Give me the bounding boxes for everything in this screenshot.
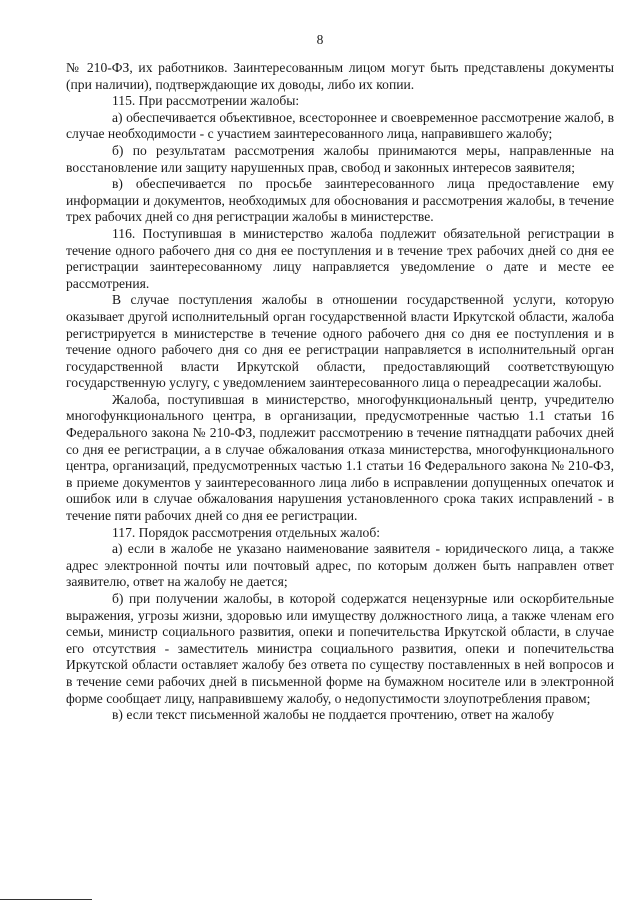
paragraph-117-v: в) если текст письменной жалобы не поддается прочтению, ответ на жалобу <box>112 707 555 723</box>
footer-separator-line <box>0 899 92 900</box>
document-body <box>66 60 614 724</box>
paragraph-116-terms: Жалоба, поступившая в министерство, многофункциональный центр, учредителю многофункционального центра, в организации, предусмотренные частью 1.1 статьи 16 Федерального закона № 210-ФЗ, подлежит рассмотрению в течение пятнадцати рабочих дней со дня ее регистрации, а в случае обжалования отказа министерства, многофункционального центра, организаций, предусмотренных частью 1.1 статьи 16 Федерального закона № 210-ФЗ, в приеме документов у заинтересованного лица либо в исправлении допущенных опечаток и ошибок или в случае обжалования нарушения установленного срока таких исправлений - в течение пяти рабочих дней со дня ее регистрации. <box>66 391 614 524</box>
paragraph-115-b: б) по результатам рассмотрения жалобы принимаются меры, направленные на восстановление или защиту нарушенных прав, свобод и законных интересов заявителя; <box>66 142 614 175</box>
paragraph-116: 116. Поступившая в министерство жалоба подлежит обязательной регистрации в течение одного рабочего дня со дня ее поступления и в течение трех рабочих дней со дня ее регистрации заинтересованному лицу направляется уведомление о дате и месте ее рассмотрения. <box>66 225 614 291</box>
paragraph-115-v: в) обеспечивается по просьбе заинтересованного лица предоставление ему информации и документов, необходимых для обоснования и рассмотрения жалобы, в течение трех рабочих дней со дня регистрации жалобы в министерстве. <box>66 176 614 225</box>
paragraph-117-a: а) если в жалобе не указано наименование заявителя - юридического лица, а также адрес электронной почты или почтовый адрес, по которым должен быть направлен ответ заявителю, ответ на жалобу не дается; <box>66 541 614 590</box>
page-number: 8 <box>316 32 324 47</box>
paragraph-116-redirect: В случае поступления жалобы в отношении государственной услуги, которую оказывает другой исполнительный орган государственной власти Иркутской области, жалоба регистрируется в министерстве в течение одного рабочего дня со дня ее поступления и в течение одного рабочего дня со дня ее регистрации направляется в исполнительный орган государственной власти Иркутской области, предоставляющий соответствующую государственную услугу, с уведомлением заинтересованного лица о переадресации жалобы. <box>66 292 614 391</box>
paragraph-continuation: № 210-ФЗ, их работников. Заинтересованным лицом могут быть представлены документы (при наличии), подтверждающие их доводы, либо их копии. <box>66 60 614 92</box>
paragraph-117-heading: 117. Порядок рассмотрения отдельных жалоб: <box>112 524 381 540</box>
paragraph-115-heading: 115. При рассмотрении жалобы: <box>112 93 300 109</box>
paragraph-115-a: а) обеспечивается объективное, всестороннее и своевременное рассмотрение жалоб, в случае необходимости - с участием заинтересованного лица, направившего жалобу; <box>66 109 614 142</box>
paragraph-117-b: б) при получении жалобы, в которой содержатся нецензурные или оскорбительные выражения, угрозы жизни, здоровью или имуществу должностного лица, а также членам его семьи, министр социального развития, опеки и попечительства Иркутской области, в случае его отсутствия - заместитель министра социального развития, опеки и попечительства Иркутской области оставляет жалобу без ответа по существу поставленных в ней вопросов и в течение семи рабочих дней в письменной форме на бумажном носителе или в электронной форме сообщает лицу, направившему жалобу, о недопустимости злоупотребления правом; <box>66 591 614 706</box>
